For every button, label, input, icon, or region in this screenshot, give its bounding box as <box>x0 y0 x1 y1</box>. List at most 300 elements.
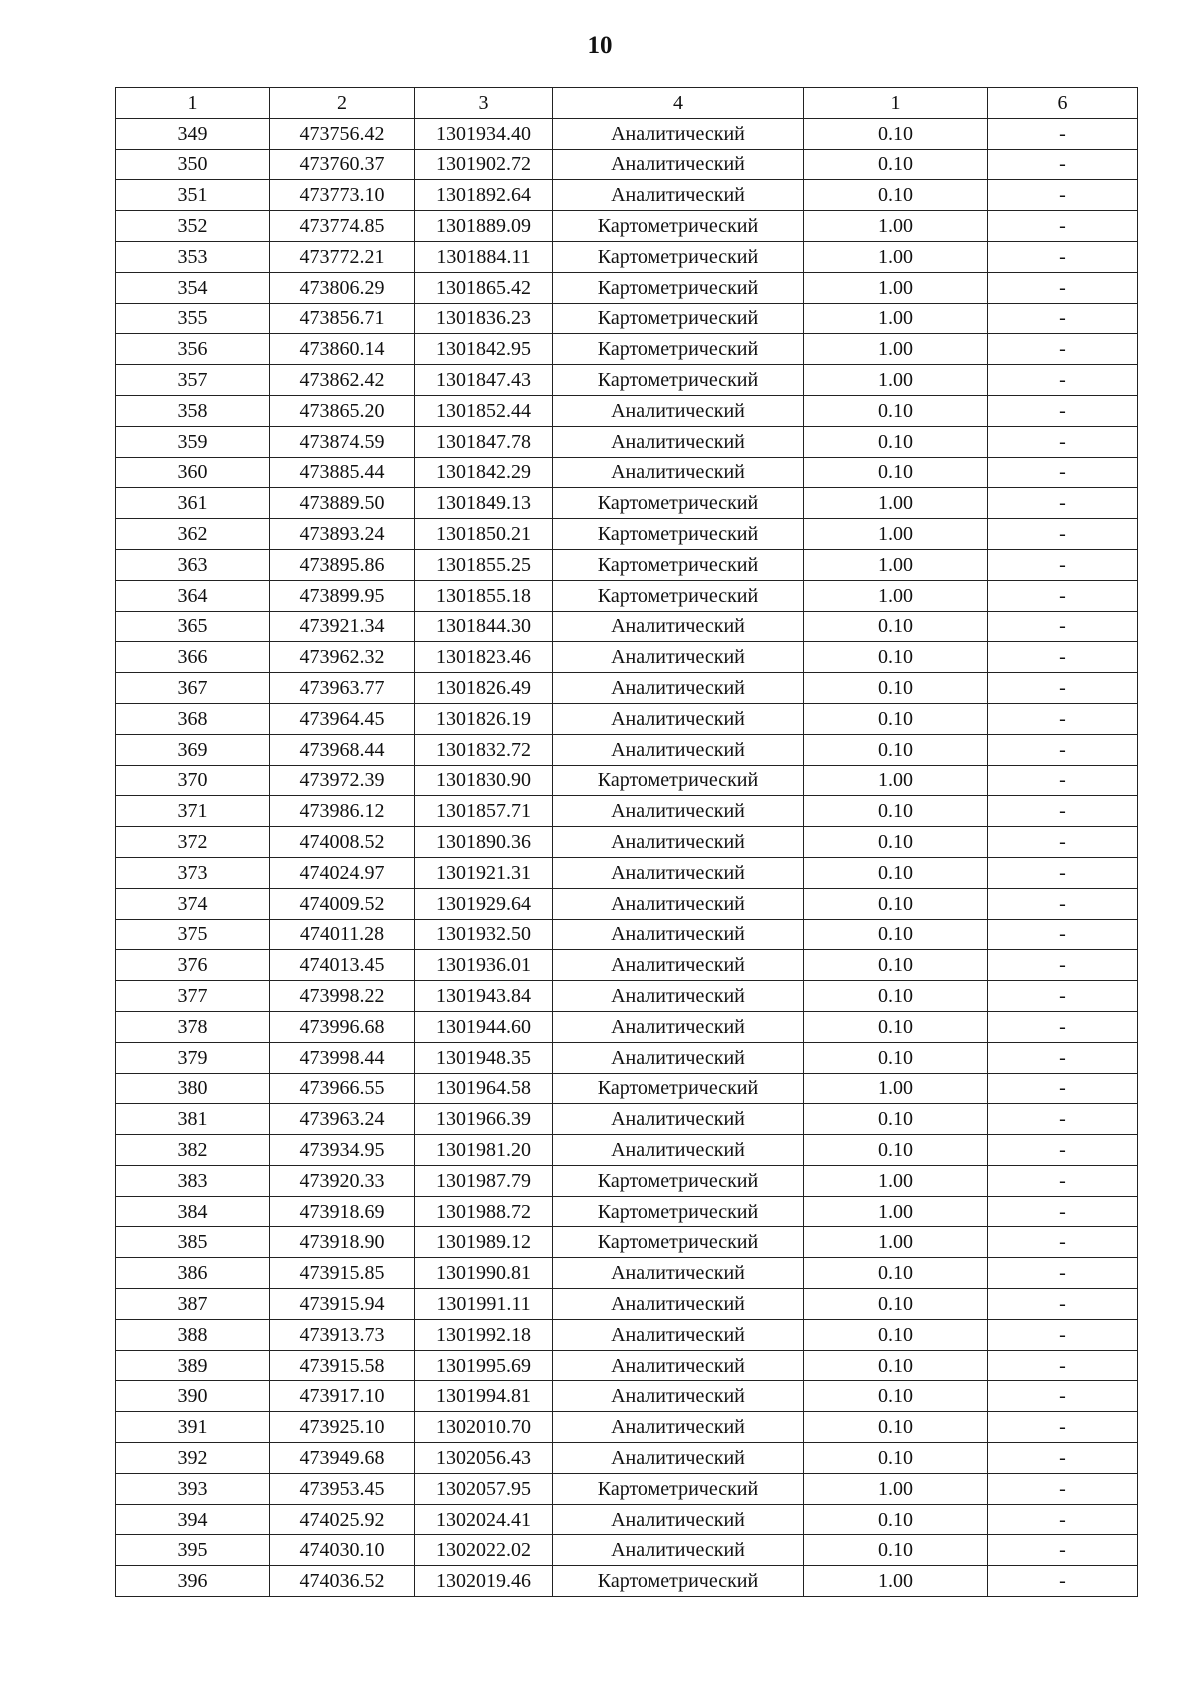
x-coordinate-cell: 473913.73 <box>270 1319 415 1350</box>
point-number-cell: 395 <box>116 1535 270 1566</box>
note-cell: - <box>988 1504 1138 1535</box>
y-coordinate-cell: 1301826.49 <box>415 673 553 704</box>
point-number-cell: 374 <box>116 888 270 919</box>
x-coordinate-cell: 473772.21 <box>270 241 415 272</box>
x-coordinate-cell: 473963.24 <box>270 1104 415 1135</box>
x-coordinate-cell: 473915.94 <box>270 1289 415 1320</box>
header-row <box>116 88 1138 119</box>
x-coordinate-cell: 474013.45 <box>270 950 415 981</box>
table-row <box>116 1504 1138 1535</box>
method-cell: Аналитический <box>553 149 804 180</box>
accuracy-cell: 1.00 <box>804 365 988 396</box>
note-cell: - <box>988 211 1138 242</box>
y-coordinate-cell: 1301830.90 <box>415 765 553 796</box>
x-coordinate-cell: 473920.33 <box>270 1165 415 1196</box>
accuracy-cell: 0.10 <box>804 857 988 888</box>
x-coordinate-cell: 474024.97 <box>270 857 415 888</box>
note-cell: - <box>988 1443 1138 1474</box>
note-cell: - <box>988 519 1138 550</box>
y-coordinate-cell: 1301865.42 <box>415 272 553 303</box>
table-row <box>116 1412 1138 1443</box>
note-cell: - <box>988 180 1138 211</box>
x-coordinate-cell: 474025.92 <box>270 1504 415 1535</box>
accuracy-cell: 1.00 <box>804 1165 988 1196</box>
y-coordinate-cell: 1302024.41 <box>415 1504 553 1535</box>
accuracy-cell: 1.00 <box>804 765 988 796</box>
x-coordinate-cell: 473860.14 <box>270 334 415 365</box>
accuracy-cell: 0.10 <box>804 981 988 1012</box>
note-cell: - <box>988 272 1138 303</box>
y-coordinate-cell: 1301857.71 <box>415 796 553 827</box>
y-coordinate-cell: 1302010.70 <box>415 1412 553 1443</box>
note-cell: - <box>988 1196 1138 1227</box>
x-coordinate-cell: 473925.10 <box>270 1412 415 1443</box>
accuracy-cell: 0.10 <box>804 118 988 149</box>
x-coordinate-cell: 473874.59 <box>270 426 415 457</box>
accuracy-cell: 0.10 <box>804 1135 988 1166</box>
table-row <box>116 703 1138 734</box>
table-row <box>116 981 1138 1012</box>
method-cell: Аналитический <box>553 981 804 1012</box>
accuracy-cell: 0.10 <box>804 1412 988 1443</box>
point-number-cell: 381 <box>116 1104 270 1135</box>
y-coordinate-cell: 1301844.30 <box>415 611 553 642</box>
note-cell: - <box>988 149 1138 180</box>
method-cell: Аналитический <box>553 796 804 827</box>
y-coordinate-cell: 1301847.78 <box>415 426 553 457</box>
accuracy-cell: 0.10 <box>804 734 988 765</box>
table-row <box>116 734 1138 765</box>
point-number-cell: 356 <box>116 334 270 365</box>
y-coordinate-cell: 1301890.36 <box>415 827 553 858</box>
method-cell: Аналитический <box>553 1135 804 1166</box>
point-number-cell: 385 <box>116 1227 270 1258</box>
method-cell: Картометрический <box>553 1073 804 1104</box>
method-cell: Аналитический <box>553 1504 804 1535</box>
note-cell: - <box>988 457 1138 488</box>
y-coordinate-cell: 1301994.81 <box>415 1381 553 1412</box>
accuracy-cell: 0.10 <box>804 149 988 180</box>
table-row <box>116 1227 1138 1258</box>
point-number-cell: 373 <box>116 857 270 888</box>
method-cell: Картометрический <box>553 488 804 519</box>
x-coordinate-cell: 474008.52 <box>270 827 415 858</box>
y-coordinate-cell: 1301934.40 <box>415 118 553 149</box>
method-cell: Аналитический <box>553 180 804 211</box>
y-coordinate-cell: 1301832.72 <box>415 734 553 765</box>
point-number-cell: 366 <box>116 642 270 673</box>
note-cell: - <box>988 1289 1138 1320</box>
accuracy-cell: 1.00 <box>804 1073 988 1104</box>
method-cell: Аналитический <box>553 426 804 457</box>
note-cell: - <box>988 857 1138 888</box>
table-row <box>116 1258 1138 1289</box>
method-cell: Картометрический <box>553 272 804 303</box>
method-cell: Аналитический <box>553 734 804 765</box>
x-coordinate-cell: 473862.42 <box>270 365 415 396</box>
note-cell: - <box>988 642 1138 673</box>
note-cell: - <box>988 703 1138 734</box>
table-row <box>116 241 1138 272</box>
table-row <box>116 334 1138 365</box>
method-cell: Аналитический <box>553 827 804 858</box>
note-cell: - <box>988 673 1138 704</box>
y-coordinate-cell: 1302022.02 <box>415 1535 553 1566</box>
header-cell: 3 <box>415 88 553 119</box>
y-coordinate-cell: 1301884.11 <box>415 241 553 272</box>
table-row <box>116 1196 1138 1227</box>
note-cell: - <box>988 981 1138 1012</box>
point-number-cell: 391 <box>116 1412 270 1443</box>
point-number-cell: 380 <box>116 1073 270 1104</box>
table-row <box>116 1566 1138 1597</box>
point-number-cell: 355 <box>116 303 270 334</box>
point-number-cell: 376 <box>116 950 270 981</box>
accuracy-cell: 0.10 <box>804 611 988 642</box>
y-coordinate-cell: 1301943.84 <box>415 981 553 1012</box>
table-row <box>116 118 1138 149</box>
y-coordinate-cell: 1301826.19 <box>415 703 553 734</box>
y-coordinate-cell: 1301990.81 <box>415 1258 553 1289</box>
x-coordinate-cell: 473760.37 <box>270 149 415 180</box>
table-row <box>116 365 1138 396</box>
point-number-cell: 370 <box>116 765 270 796</box>
x-coordinate-cell: 473756.42 <box>270 118 415 149</box>
x-coordinate-cell: 473964.45 <box>270 703 415 734</box>
x-coordinate-cell: 473918.69 <box>270 1196 415 1227</box>
table-row <box>116 580 1138 611</box>
y-coordinate-cell: 1301948.35 <box>415 1042 553 1073</box>
y-coordinate-cell: 1301855.18 <box>415 580 553 611</box>
note-cell: - <box>988 1011 1138 1042</box>
x-coordinate-cell: 473966.55 <box>270 1073 415 1104</box>
method-cell: Аналитический <box>553 1412 804 1443</box>
y-coordinate-cell: 1301991.11 <box>415 1289 553 1320</box>
method-cell: Аналитический <box>553 888 804 919</box>
method-cell: Аналитический <box>553 1535 804 1566</box>
y-coordinate-cell: 1301836.23 <box>415 303 553 334</box>
note-cell: - <box>988 611 1138 642</box>
note-cell: - <box>988 950 1138 981</box>
note-cell: - <box>988 734 1138 765</box>
table-row <box>116 1350 1138 1381</box>
y-coordinate-cell: 1301842.29 <box>415 457 553 488</box>
point-number-cell: 363 <box>116 549 270 580</box>
method-cell: Картометрический <box>553 519 804 550</box>
y-coordinate-cell: 1301944.60 <box>415 1011 553 1042</box>
x-coordinate-cell: 474009.52 <box>270 888 415 919</box>
note-cell: - <box>988 1319 1138 1350</box>
table-row <box>116 642 1138 673</box>
coordinates-table <box>115 87 1138 1597</box>
table-row <box>116 488 1138 519</box>
method-cell: Картометрический <box>553 303 804 334</box>
method-cell: Картометрический <box>553 1566 804 1597</box>
table-row <box>116 1381 1138 1412</box>
y-coordinate-cell: 1301855.25 <box>415 549 553 580</box>
accuracy-cell: 0.10 <box>804 1258 988 1289</box>
x-coordinate-cell: 473998.44 <box>270 1042 415 1073</box>
method-cell: Картометрический <box>553 241 804 272</box>
point-number-cell: 351 <box>116 180 270 211</box>
point-number-cell: 353 <box>116 241 270 272</box>
point-number-cell: 389 <box>116 1350 270 1381</box>
x-coordinate-cell: 473885.44 <box>270 457 415 488</box>
method-cell: Аналитический <box>553 1289 804 1320</box>
note-cell: - <box>988 395 1138 426</box>
point-number-cell: 359 <box>116 426 270 457</box>
note-cell: - <box>988 1473 1138 1504</box>
point-number-cell: 362 <box>116 519 270 550</box>
x-coordinate-cell: 473972.39 <box>270 765 415 796</box>
header-cell: 6 <box>988 88 1138 119</box>
point-number-cell: 396 <box>116 1566 270 1597</box>
note-cell: - <box>988 919 1138 950</box>
accuracy-cell: 0.10 <box>804 1381 988 1412</box>
y-coordinate-cell: 1301823.46 <box>415 642 553 673</box>
note-cell: - <box>988 1135 1138 1166</box>
point-number-cell: 382 <box>116 1135 270 1166</box>
header-cell: 4 <box>553 88 804 119</box>
table-row <box>116 1319 1138 1350</box>
method-cell: Аналитический <box>553 642 804 673</box>
method-cell: Аналитический <box>553 1443 804 1474</box>
table-row <box>116 1165 1138 1196</box>
header-cell: 1 <box>804 88 988 119</box>
method-cell: Аналитический <box>553 395 804 426</box>
note-cell: - <box>988 549 1138 580</box>
x-coordinate-cell: 473953.45 <box>270 1473 415 1504</box>
method-cell: Аналитический <box>553 1381 804 1412</box>
y-coordinate-cell: 1301849.13 <box>415 488 553 519</box>
table-row <box>116 827 1138 858</box>
accuracy-cell: 0.10 <box>804 1504 988 1535</box>
y-coordinate-cell: 1301921.31 <box>415 857 553 888</box>
table-row <box>116 1443 1138 1474</box>
accuracy-cell: 0.10 <box>804 888 988 919</box>
note-cell: - <box>988 241 1138 272</box>
x-coordinate-cell: 473998.22 <box>270 981 415 1012</box>
table-row <box>116 673 1138 704</box>
x-coordinate-cell: 473968.44 <box>270 734 415 765</box>
x-coordinate-cell: 474030.10 <box>270 1535 415 1566</box>
method-cell: Аналитический <box>553 857 804 888</box>
x-coordinate-cell: 473963.77 <box>270 673 415 704</box>
note-cell: - <box>988 1350 1138 1381</box>
y-coordinate-cell: 1301889.09 <box>415 211 553 242</box>
point-number-cell: 379 <box>116 1042 270 1073</box>
table-row <box>116 857 1138 888</box>
accuracy-cell: 1.00 <box>804 488 988 519</box>
point-number-cell: 350 <box>116 149 270 180</box>
x-coordinate-cell: 473915.58 <box>270 1350 415 1381</box>
table-row <box>116 395 1138 426</box>
point-number-cell: 390 <box>116 1381 270 1412</box>
method-cell: Аналитический <box>553 1042 804 1073</box>
table-row <box>116 1073 1138 1104</box>
note-cell: - <box>988 1227 1138 1258</box>
accuracy-cell: 0.10 <box>804 1104 988 1135</box>
accuracy-cell: 0.10 <box>804 642 988 673</box>
x-coordinate-cell: 473773.10 <box>270 180 415 211</box>
point-number-cell: 394 <box>116 1504 270 1535</box>
note-cell: - <box>988 334 1138 365</box>
y-coordinate-cell: 1301966.39 <box>415 1104 553 1135</box>
method-cell: Картометрический <box>553 334 804 365</box>
point-number-cell: 352 <box>116 211 270 242</box>
y-coordinate-cell: 1302057.95 <box>415 1473 553 1504</box>
y-coordinate-cell: 1301987.79 <box>415 1165 553 1196</box>
point-number-cell: 372 <box>116 827 270 858</box>
note-cell: - <box>988 1258 1138 1289</box>
point-number-cell: 386 <box>116 1258 270 1289</box>
point-number-cell: 357 <box>116 365 270 396</box>
table-row <box>116 1473 1138 1504</box>
note-cell: - <box>988 303 1138 334</box>
table-row <box>116 211 1138 242</box>
x-coordinate-cell: 474011.28 <box>270 919 415 950</box>
page-number: 10 <box>587 32 613 59</box>
note-cell: - <box>988 1165 1138 1196</box>
accuracy-cell: 1.00 <box>804 549 988 580</box>
method-cell: Аналитический <box>553 1319 804 1350</box>
y-coordinate-cell: 1301992.18 <box>415 1319 553 1350</box>
note-cell: - <box>988 1566 1138 1597</box>
x-coordinate-cell: 473899.95 <box>270 580 415 611</box>
point-number-cell: 371 <box>116 796 270 827</box>
accuracy-cell: 0.10 <box>804 1011 988 1042</box>
point-number-cell: 388 <box>116 1319 270 1350</box>
table-row <box>116 919 1138 950</box>
note-cell: - <box>988 888 1138 919</box>
y-coordinate-cell: 1301936.01 <box>415 950 553 981</box>
y-coordinate-cell: 1301902.72 <box>415 149 553 180</box>
point-number-cell: 358 <box>116 395 270 426</box>
method-cell: Картометрический <box>553 1227 804 1258</box>
point-number-cell: 384 <box>116 1196 270 1227</box>
accuracy-cell: 1.00 <box>804 211 988 242</box>
method-cell: Аналитический <box>553 118 804 149</box>
table-body <box>116 118 1138 1596</box>
method-cell: Картометрический <box>553 765 804 796</box>
header-cell: 2 <box>270 88 415 119</box>
table-row <box>116 1289 1138 1320</box>
x-coordinate-cell: 473921.34 <box>270 611 415 642</box>
y-coordinate-cell: 1301964.58 <box>415 1073 553 1104</box>
point-number-cell: 377 <box>116 981 270 1012</box>
y-coordinate-cell: 1301847.43 <box>415 365 553 396</box>
accuracy-cell: 0.10 <box>804 673 988 704</box>
method-cell: Аналитический <box>553 457 804 488</box>
accuracy-cell: 1.00 <box>804 303 988 334</box>
method-cell: Картометрический <box>553 365 804 396</box>
y-coordinate-cell: 1302056.43 <box>415 1443 553 1474</box>
accuracy-cell: 1.00 <box>804 1566 988 1597</box>
x-coordinate-cell: 473986.12 <box>270 796 415 827</box>
x-coordinate-cell: 473962.32 <box>270 642 415 673</box>
accuracy-cell: 0.10 <box>804 919 988 950</box>
table-row <box>116 1535 1138 1566</box>
accuracy-cell: 0.10 <box>804 180 988 211</box>
note-cell: - <box>988 1381 1138 1412</box>
note-cell: - <box>988 580 1138 611</box>
note-cell: - <box>988 827 1138 858</box>
header-cell: 1 <box>116 88 270 119</box>
table-header <box>116 88 1138 119</box>
table-row <box>116 180 1138 211</box>
method-cell: Аналитический <box>553 673 804 704</box>
note-cell: - <box>988 765 1138 796</box>
accuracy-cell: 1.00 <box>804 241 988 272</box>
x-coordinate-cell: 473949.68 <box>270 1443 415 1474</box>
table-row <box>116 1104 1138 1135</box>
note-cell: - <box>988 426 1138 457</box>
x-coordinate-cell: 474036.52 <box>270 1566 415 1597</box>
note-cell: - <box>988 1412 1138 1443</box>
table-row <box>116 796 1138 827</box>
table-row <box>116 149 1138 180</box>
table-row <box>116 303 1138 334</box>
point-number-cell: 368 <box>116 703 270 734</box>
accuracy-cell: 0.10 <box>804 1289 988 1320</box>
note-cell: - <box>988 488 1138 519</box>
accuracy-cell: 1.00 <box>804 519 988 550</box>
point-number-cell: 375 <box>116 919 270 950</box>
accuracy-cell: 0.10 <box>804 1042 988 1073</box>
method-cell: Аналитический <box>553 1350 804 1381</box>
table-row <box>116 1135 1138 1166</box>
point-number-cell: 367 <box>116 673 270 704</box>
accuracy-cell: 0.10 <box>804 1350 988 1381</box>
x-coordinate-cell: 473915.85 <box>270 1258 415 1289</box>
x-coordinate-cell: 473893.24 <box>270 519 415 550</box>
note-cell: - <box>988 118 1138 149</box>
accuracy-cell: 1.00 <box>804 1473 988 1504</box>
method-cell: Картометрический <box>553 580 804 611</box>
x-coordinate-cell: 473917.10 <box>270 1381 415 1412</box>
table-row <box>116 457 1138 488</box>
point-number-cell: 354 <box>116 272 270 303</box>
accuracy-cell: 0.10 <box>804 426 988 457</box>
point-number-cell: 393 <box>116 1473 270 1504</box>
x-coordinate-cell: 473934.95 <box>270 1135 415 1166</box>
table-row <box>116 272 1138 303</box>
accuracy-cell: 1.00 <box>804 334 988 365</box>
table-row <box>116 426 1138 457</box>
method-cell: Аналитический <box>553 1011 804 1042</box>
point-number-cell: 392 <box>116 1443 270 1474</box>
y-coordinate-cell: 1301929.64 <box>415 888 553 919</box>
note-cell: - <box>988 365 1138 396</box>
y-coordinate-cell: 1301989.12 <box>415 1227 553 1258</box>
x-coordinate-cell: 473918.90 <box>270 1227 415 1258</box>
accuracy-cell: 0.10 <box>804 1535 988 1566</box>
table-row <box>116 549 1138 580</box>
x-coordinate-cell: 473996.68 <box>270 1011 415 1042</box>
x-coordinate-cell: 473865.20 <box>270 395 415 426</box>
point-number-cell: 369 <box>116 734 270 765</box>
point-number-cell: 349 <box>116 118 270 149</box>
note-cell: - <box>988 1535 1138 1566</box>
y-coordinate-cell: 1301988.72 <box>415 1196 553 1227</box>
method-cell: Аналитический <box>553 1258 804 1289</box>
method-cell: Аналитический <box>553 703 804 734</box>
note-cell: - <box>988 1104 1138 1135</box>
accuracy-cell: 0.10 <box>804 457 988 488</box>
table-row <box>116 1042 1138 1073</box>
table-row <box>116 519 1138 550</box>
method-cell: Аналитический <box>553 950 804 981</box>
